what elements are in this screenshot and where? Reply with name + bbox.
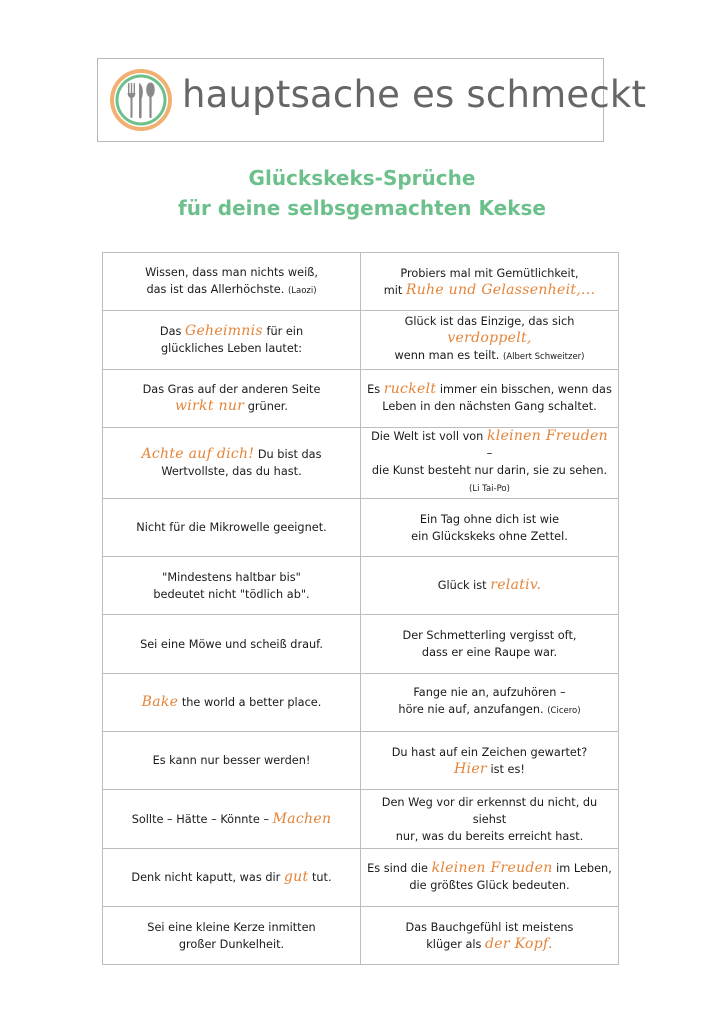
table-row <box>103 790 619 848</box>
quote-cell <box>361 498 619 556</box>
quote-text: höre nie auf, anzufangen. <box>398 703 548 717</box>
table-row <box>103 557 619 615</box>
quote-author: (Cicero) <box>547 706 581 717</box>
quote-text: Es sind die <box>367 862 432 876</box>
quote-line <box>109 636 354 653</box>
quote-text: Das Bauchgefühl ist meistens <box>405 920 574 934</box>
quote-line <box>367 684 612 701</box>
quote-text: wenn man es teilt. <box>394 349 503 363</box>
quote-text: Glück ist <box>437 579 491 593</box>
quote-cell <box>361 311 619 369</box>
quote-line <box>367 265 612 282</box>
quote-text: Denk nicht kaputt, was dir <box>131 870 284 884</box>
highlight-word: kleinen Freuden <box>486 427 608 444</box>
highlight-word: verdoppelt, <box>447 330 532 347</box>
logo-banner <box>97 58 647 142</box>
quote-text: Glück ist das Einzige, das sich <box>404 315 575 329</box>
quote-text: glückliches Leben lautet: <box>160 341 303 355</box>
quote-cell <box>103 427 361 498</box>
table-row <box>103 673 619 731</box>
quote-cell <box>361 790 619 848</box>
quote-author: (Laozi) <box>287 285 317 296</box>
quote-text: Das <box>159 324 185 338</box>
quote-cell <box>361 369 619 427</box>
quote-line <box>367 398 612 415</box>
quote-text: klüger als <box>426 937 486 951</box>
quote-line <box>367 313 612 347</box>
quote-text: Sollte – Hätte – Könnte – <box>131 812 273 826</box>
table-row <box>103 732 619 790</box>
highlight-word: relativ. <box>490 577 542 594</box>
quote-line <box>367 761 612 778</box>
quote-line <box>109 569 354 586</box>
quote-text: dass er eine Raupe war. <box>421 646 558 660</box>
quote-line <box>109 936 354 953</box>
quote-text: Fange nie an, aufzuhören – <box>413 686 566 700</box>
highlight-word: Achte auf dich! <box>141 445 255 462</box>
quote-text: für ein <box>262 324 304 338</box>
quote-grid <box>102 252 619 965</box>
quote-text: Sei eine kleine Kerze inmitten <box>147 920 316 934</box>
quote-cell <box>103 311 361 369</box>
highlight-word: Geheimnis <box>184 322 263 339</box>
quote-author: (Li Tai-Po) <box>469 483 510 494</box>
highlight-word: gut <box>283 868 309 885</box>
quote-text: die größtes Glück bedeuten. <box>409 879 570 893</box>
quote-text: Der Schmetterling vergisst oft, <box>402 629 577 643</box>
page-subtitle: für deine selbsgemachten Kekse <box>178 196 546 220</box>
quote-line <box>367 828 612 845</box>
quote-text: Es <box>367 383 384 397</box>
quote-cell <box>361 253 619 311</box>
quote-line <box>367 701 612 720</box>
quote-cell <box>103 732 361 790</box>
quote-line <box>367 428 612 462</box>
quote-line <box>367 877 612 894</box>
cutlery-logo-icon <box>108 67 174 133</box>
table-row <box>103 498 619 556</box>
quote-line <box>109 519 354 536</box>
quote-text: grüner. <box>244 400 288 414</box>
quote-text: das ist das Allerhöchste. <box>146 282 288 296</box>
quote-line <box>109 919 354 936</box>
quote-line <box>367 479 612 498</box>
quote-cell <box>103 673 361 731</box>
quote-line <box>367 936 612 953</box>
quote-line <box>109 323 354 340</box>
quote-text: Probiers mal mit Gemütlichkeit, <box>400 266 579 280</box>
table-row <box>103 311 619 369</box>
quote-line <box>109 398 354 415</box>
highlight-word: wirkt nur <box>174 398 245 415</box>
quote-line <box>109 694 354 711</box>
quote-text: Sei eine Möwe und scheiß drauf. <box>140 637 323 651</box>
quote-line <box>367 744 612 761</box>
quote-text: – <box>486 446 493 460</box>
quote-text: Ein Tag ohne dich ist wie <box>419 512 560 526</box>
quote-line <box>109 446 354 463</box>
table-row <box>103 253 619 311</box>
quote-cell <box>103 557 361 615</box>
quote-cell <box>361 615 619 673</box>
quote-line <box>367 644 612 661</box>
quote-text: nur, was du bereits erreicht hast. <box>395 829 584 843</box>
quote-text: Die Welt ist voll von <box>371 429 487 443</box>
quote-line <box>367 919 612 936</box>
quote-text: Nicht für die Mikrowelle geeignet. <box>136 521 327 535</box>
quote-cell <box>361 557 619 615</box>
quote-text: tut. <box>308 870 332 884</box>
highlight-word: Ruhe und Gelassenheit,... <box>405 281 596 298</box>
quote-text: Du hast auf ein Zeichen gewartet? <box>391 745 588 759</box>
quote-text: großer Dunkelheit. <box>178 937 285 951</box>
quote-text: ist es! <box>486 762 525 776</box>
quote-line <box>109 586 354 603</box>
quote-cell <box>103 906 361 964</box>
quote-text: Den Weg vor dir erkennst du nicht, du siehst <box>381 795 598 826</box>
quote-text: Das Gras auf der anderen Seite <box>142 383 321 397</box>
quote-text: Wertvollste, das du hast. <box>161 464 302 478</box>
quote-line <box>109 752 354 769</box>
quote-line <box>367 462 612 479</box>
table-row <box>103 906 619 964</box>
quote-line <box>109 869 354 886</box>
quote-line <box>367 794 612 828</box>
quote-author: (Albert Schweitzer) <box>503 352 585 363</box>
quote-text: im Leben, <box>552 862 612 876</box>
table-row <box>103 615 619 673</box>
quote-text: Du bist das <box>254 447 322 461</box>
highlight-word: Bake <box>141 693 179 710</box>
highlight-word: der Kopf. <box>485 935 553 952</box>
quote-line <box>367 577 612 594</box>
highlight-word: Hier <box>454 760 487 777</box>
quote-line <box>109 463 354 480</box>
highlight-word: kleinen Freuden <box>431 860 553 877</box>
quote-grid-body <box>103 253 619 965</box>
quote-text: bedeutet nicht "tödlich ab". <box>153 587 310 601</box>
quote-line <box>367 528 612 545</box>
page-title: Glückskeks-Sprüche <box>248 166 476 190</box>
highlight-word: ruckelt <box>383 381 437 398</box>
quote-cell <box>361 427 619 498</box>
quote-cell <box>103 498 361 556</box>
quote-text: Es kann nur besser werden! <box>152 754 311 768</box>
quote-cell <box>103 790 361 848</box>
logo-wordmark: hauptsache es schmeckt <box>182 73 647 116</box>
quote-line <box>367 860 612 877</box>
quote-text: die Kunst besteht nur darin, sie zu sehen. <box>371 463 608 477</box>
highlight-word: Machen <box>272 810 332 827</box>
quote-text: "Mindestens haltbar bis" <box>162 570 301 584</box>
quote-cell <box>103 369 361 427</box>
quote-text: mit <box>383 283 406 297</box>
quote-cell <box>103 253 361 311</box>
table-row <box>103 427 619 498</box>
quote-cell <box>361 848 619 906</box>
quote-line <box>367 381 612 398</box>
quote-line <box>109 340 354 357</box>
quote-cell <box>103 615 361 673</box>
quote-line <box>109 281 354 300</box>
table-row <box>103 848 619 906</box>
quote-text: the world a better place. <box>178 695 322 709</box>
quote-line <box>367 347 612 366</box>
quote-line <box>109 811 354 828</box>
quote-cell <box>361 673 619 731</box>
quote-text: Wissen, dass man nichts weiß, <box>145 265 318 279</box>
quote-cell <box>361 906 619 964</box>
quote-text: Leben in den nächsten Gang schaltet. <box>382 400 597 414</box>
quote-text: ein Glückskeks ohne Zettel. <box>411 529 568 543</box>
quote-line <box>109 264 354 281</box>
quote-text: immer ein bisschen, wenn das <box>436 383 612 397</box>
quote-line <box>367 511 612 528</box>
quote-cell <box>361 732 619 790</box>
quote-line <box>109 381 354 398</box>
quote-cell <box>103 848 361 906</box>
table-row <box>103 369 619 427</box>
quote-line <box>367 282 612 299</box>
quote-line <box>367 627 612 644</box>
